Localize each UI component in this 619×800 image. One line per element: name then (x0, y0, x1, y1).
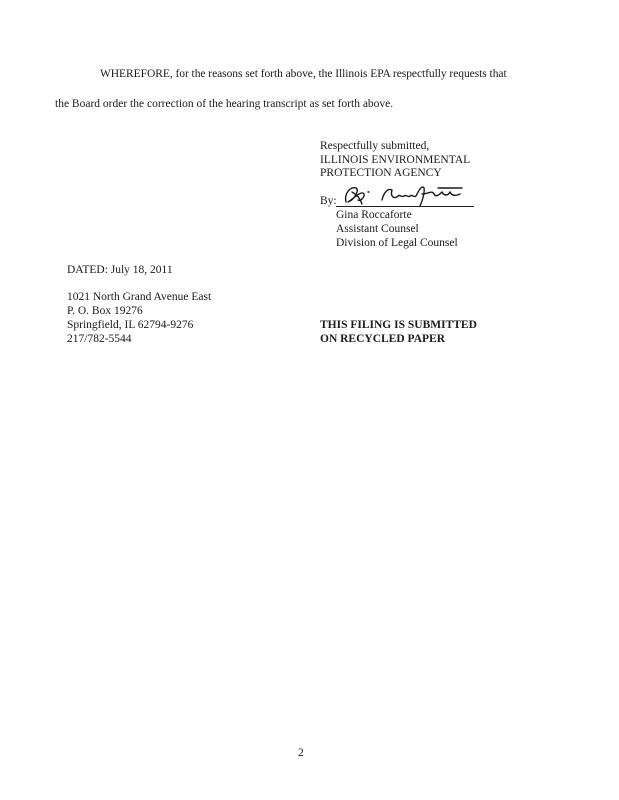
dated-line: DATED: July 18, 2011 (67, 264, 173, 276)
recycled-notice-line-2: ON RECYCLED PAPER (320, 333, 446, 345)
address-line-3: Springfield, IL 62794-9276 (67, 319, 194, 331)
body-paragraph-line-1: WHEREFORE, for the reasons set forth above, the Illinois EPA respectfully requests that (100, 68, 507, 80)
address-line-1: 1021 North Grand Avenue East (67, 291, 212, 303)
page-number: 2 (298, 747, 304, 759)
by-label: By: (320, 195, 337, 207)
closing-text: Respectfully submitted, (320, 140, 430, 152)
signature-line (336, 206, 474, 207)
signer-division: Division of Legal Counsel (336, 237, 458, 249)
recycled-notice-line-1: THIS FILING IS SUBMITTED (320, 319, 477, 331)
signer-name: Gina Roccaforte (336, 209, 412, 221)
organization-line-1: ILLINOIS ENVIRONMENTAL (320, 154, 471, 166)
address-line-2: P. O. Box 19276 (67, 305, 143, 317)
body-paragraph-line-2: the Board order the correction of the hearing transcript as set forth above. (55, 98, 394, 110)
address-phone: 217/782-5544 (67, 333, 132, 345)
organization-line-2: PROTECTION AGENCY (320, 167, 442, 179)
signer-title: Assistant Counsel (336, 223, 419, 235)
